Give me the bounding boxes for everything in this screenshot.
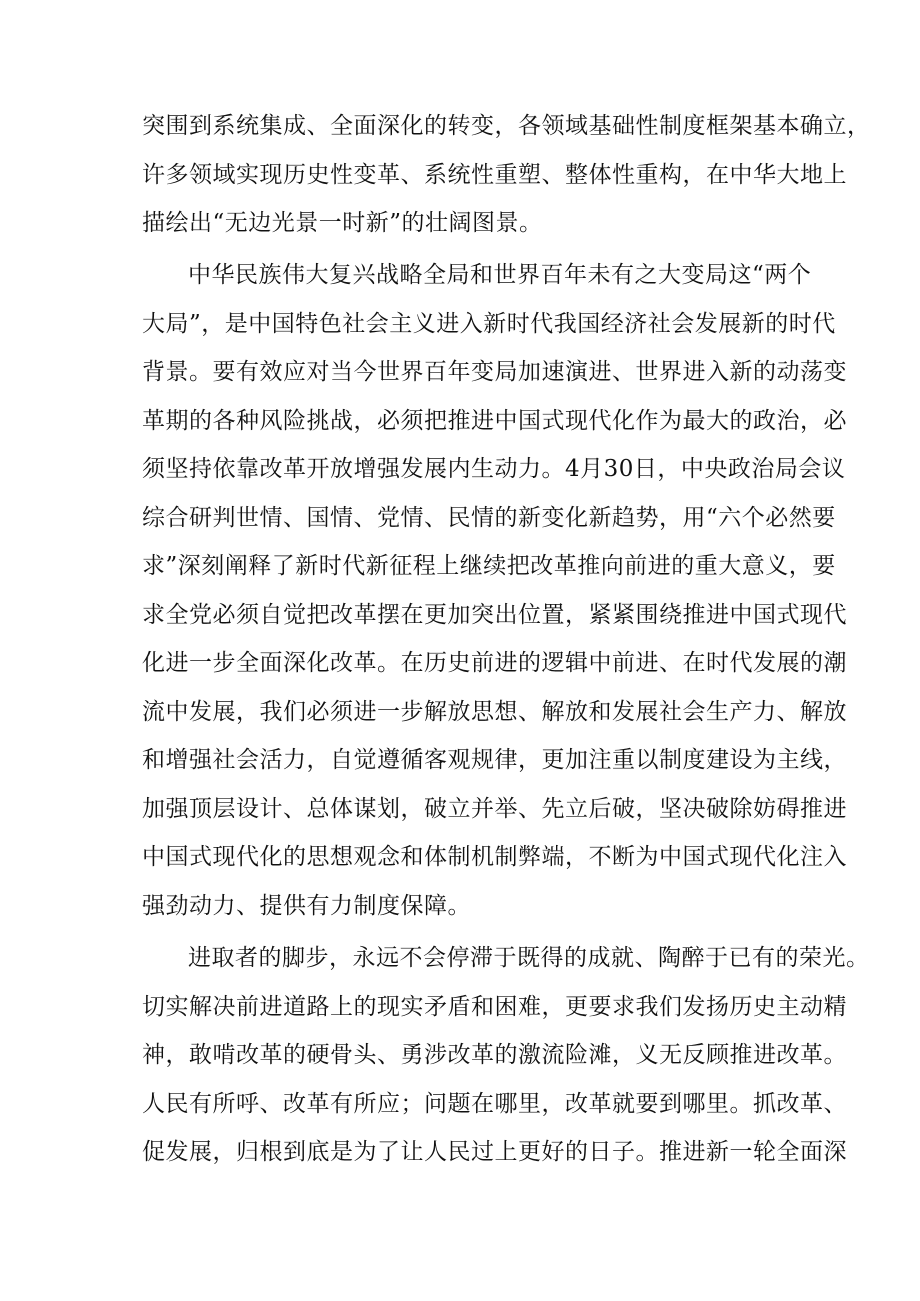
text-line: 强劲动力、提供有力制度保障。: [142, 893, 471, 919]
text-line: 人民有所呼、改革有所应；问题在哪里，改革就要到哪里。抓改革、: [142, 1091, 847, 1117]
text-line: 大局”，是中国特色社会主义进入新时代我国经济社会发展新的时代: [142, 311, 836, 337]
text-line: 综合研判世情、国情、党情、民情的新变化新趋势，用“六个必然要: [142, 505, 836, 531]
text-line: 求”深刻阐释了新时代新征程上继续把改革推向前进的重大意义，要: [142, 553, 836, 579]
text-line: 进取者的脚步，永远不会停滞于既得的成就、陶醉于已有的荣光。: [188, 945, 870, 971]
text-line: 促发展，归根到底是为了让人民过上更好的日子。推进新一轮全面深: [142, 1139, 847, 1165]
text-line: 背景。要有效应对当今世界百年变局加速演进、世界进入新的动荡变: [142, 359, 847, 385]
text-line: 许多领域实现历史性变革、系统性重塑、整体性重构，在中华大地上: [142, 162, 847, 188]
text-line: 革期的各种风险挑战，必须把推进中国式现代化作为最大的政治，必: [142, 408, 847, 434]
text-line: 加强顶层设计、总体谋划，破立并举、先立后破，坚决破除妨碍推进: [142, 796, 847, 822]
text-line: 中华民族伟大复兴战略全局和世界百年未有之大变局这“两个: [188, 262, 812, 288]
text-line: 须坚持依靠改革开放增强发展内生动力。4月30日，中央政治局会议: [142, 456, 846, 482]
text-line: 切实解决前进道路上的现实矛盾和困难，更要求我们发扬历史主动精: [142, 994, 847, 1020]
text-line: 和增强社会活力，自觉遵循客观规律，更加注重以制度建设为主线，: [142, 747, 847, 773]
text-line: 神，敢啃改革的硬骨头、勇涉改革的激流险滩，义无反顾推进改革。: [142, 1042, 847, 1068]
text-line: 求全党必须自觉把改革摆在更加突出位置，紧紧围绕推进中国式现代: [142, 602, 847, 628]
text-line: 中国式现代化的思想观念和体制机制弊端，不断为中国式现代化注入: [142, 844, 847, 870]
text-line: 流中发展，我们必须进一步解放思想、解放和发展社会生产力、解放: [142, 699, 847, 725]
text-line: 描绘出“无边光景一时新”的壮阔图景。: [142, 210, 543, 236]
text-line: 化进一步全面深化改革。在历史前进的逻辑中前进、在时代发展的潮: [142, 650, 847, 676]
text-line: 突围到系统集成、全面深化的转变，各领域基础性制度框架基本确立，: [142, 113, 871, 139]
